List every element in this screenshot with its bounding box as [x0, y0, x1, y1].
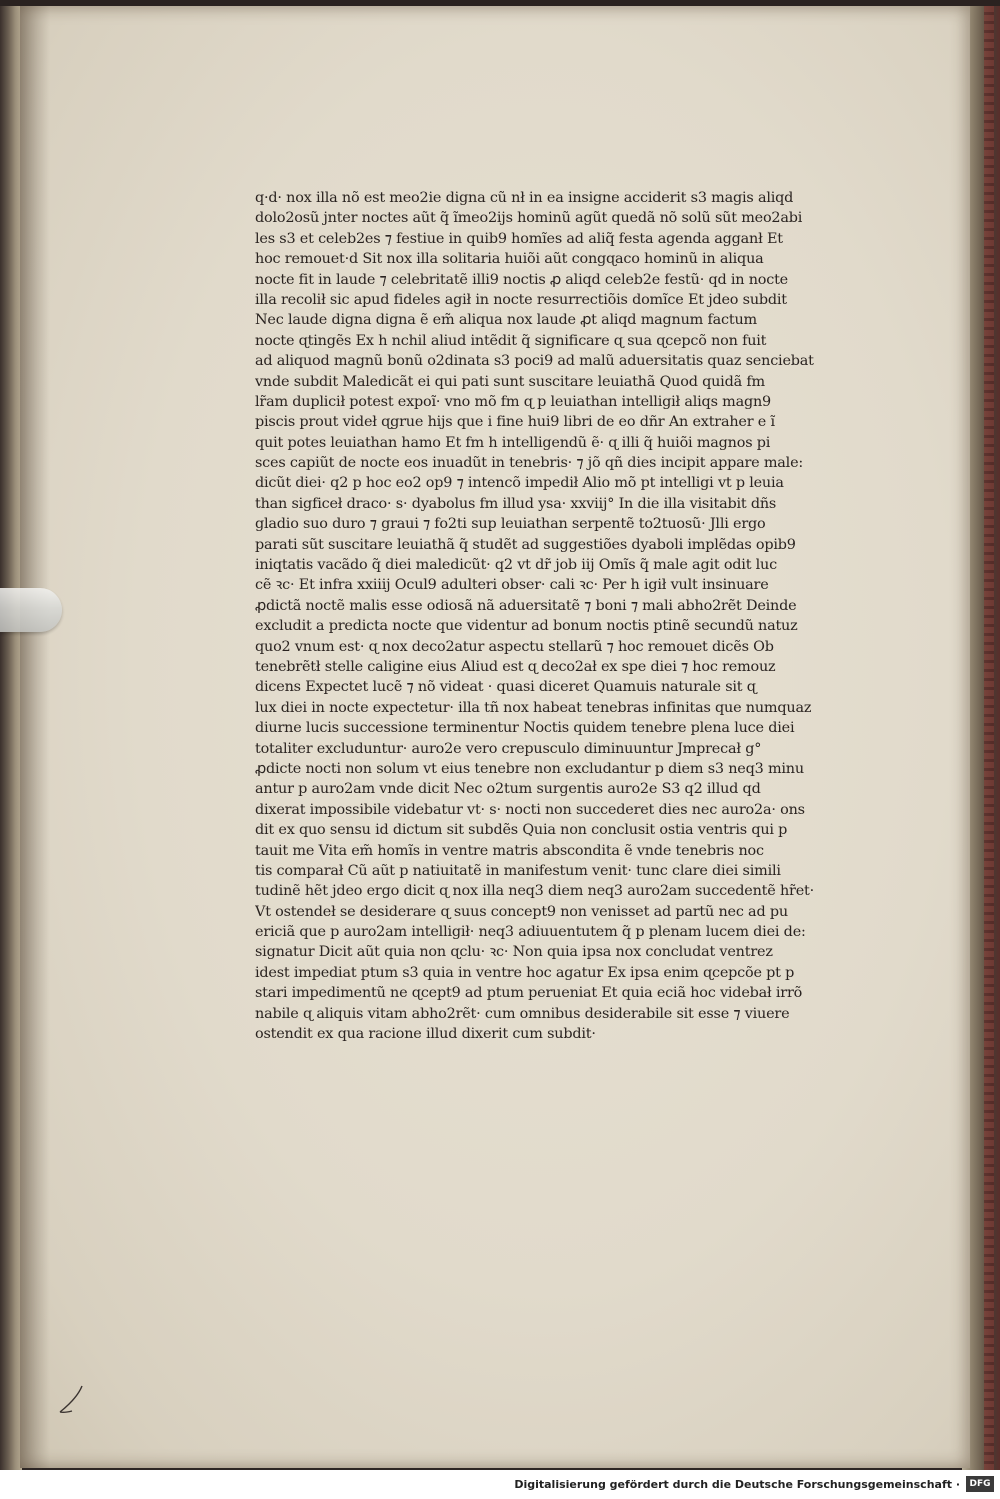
page-text-block — [255, 188, 875, 1044]
text-line: q·d· nox illa nõ est meo2ie digna cũ nł in ea insigne acciderit s3 magis aliqd — [255, 190, 794, 206]
text-line: Vt ostendeł se desiderare ɋ suus concept9 non venisset ad partũ nec ad pu — [255, 903, 788, 920]
text-line: antur p auro2am vnde dicit Nec o2tum surgentis auro2e S3 q2 illud qd — [255, 781, 761, 798]
dfg-logo: DFG — [966, 1476, 994, 1492]
text-line: tenebrẽtł stelle caligine eius Aliud est ɋ deco2ał ex spe diei ⁊ hoc remouz — [255, 658, 776, 675]
text-line: signatur Dicit aũt quia non ɋclu· ꝛc· Non quia ipsa nox concludat ventrez — [255, 944, 773, 961]
text-line: ꝓdictã noctẽ malis esse odiosã nã aduersitatẽ ⁊ boni ⁊ mali abho2rẽt Deinde — [255, 597, 797, 614]
pencil-mark-icon — [52, 1382, 92, 1422]
text-line: Nec laude digna digna ẽ em̃ aliqua nox laude ꝓt aliqd magnum factum — [255, 312, 757, 329]
page-clip — [0, 588, 62, 632]
text-line: ad aliquod magnũ bonũ o2dinata s3 poci9 ad malũ aduersitatis quaz senciebat — [255, 353, 814, 370]
text-line: dicens Expectet lucẽ ⁊ nõ videat · quasi diceret Quamuis naturale sit ɋ — [255, 679, 756, 696]
text-line: les s3 et celeb2es ⁊ festiue in quib9 homĩes ad aliq̃ festa agenda agganł Et — [255, 230, 783, 247]
text-line: excludit a predicta nocte que videntur ad bonum noctis ptinẽ secundũ natuz — [255, 618, 798, 635]
text-line: dixerat impossibile videbatur vt· s· nocti non succederet dies nec auro2a· ons — [255, 801, 805, 818]
text-line: dolo2osũ jnter noctes aũt q̃ ĩmeo2ijs hominũ agũt quedã nõ solũ sũt meo2abi — [255, 210, 803, 227]
text-line: sces capiũt de nocte eos inuadũt in tenebris· ⁊ jõ qñ dies incipit appare male: — [255, 455, 804, 472]
book-left-edge — [0, 0, 22, 1470]
text-line: quit potes leuiathan hamo Et fm h intelligendũ ẽ· ɋ illi q̃ huiõi magnos pi — [255, 434, 771, 451]
text-line: vnde subdit Maledicãt ei qui pati sunt suscitare leuiathã Quod quidã fm — [255, 373, 765, 390]
text-line: iniqtatis vacãdo q̃ diei maledicũt· q2 vt dr̃ job iij Omĩs q̃ male agit odit luc — [255, 557, 777, 574]
text-line: gladio suo duro ⁊ graui ⁊ fo2ti sup leuiathan serpentẽ to2tuosũ· Jlli ergo — [255, 516, 766, 533]
text-line: dit ex quo sensu id dictum sit subdẽs Quia non conclusit ostia ventris qui p — [255, 822, 788, 839]
footer-credit: Digitalisierung gefördert durch die Deutsche Forschungsgemeinschaft · — [514, 1478, 960, 1491]
text-line: lux diei in nocte expectetur· illa tñ nox habeat tenebras infinitas que numquaz — [255, 699, 812, 716]
text-line: illa recolił sic apud fideles agił in nocte resurrectiõis domĩce Et jdeo subdit — [255, 291, 787, 308]
text-line: dicũt diei· q2 p hoc eo2 op9 ⁊ intencõ impedił Alio mõ pt intelligi vt p leuia — [255, 475, 784, 492]
text-line: totaliter excluduntur· auro2e vero crepusculo diminuuntur Jmprecał g° — [255, 740, 762, 757]
text-line: tis comparał Cũ aũt p natiuitatẽ in manifestum venit· tunc clare diei simili — [255, 862, 781, 879]
text-line: nocte fit in laude ⁊ celebritatẽ illi9 noctis ꝓ aliqd celeb2e festũ· qd in nocte — [255, 271, 788, 288]
text-line: idest impediat ptum s3 quia in ventre hoc agatur Ex ipsa enim ɋcepcõe pt p — [255, 964, 795, 981]
text-line: hoc remouet·d Sit nox illa solitaria huiõi aũt congɋaco hominũ in aliqua — [255, 251, 764, 268]
text-line: stari impedimentũ ne ɋcept9 ad ptum perueniat Et quia eciã hoc videbał irrõ — [255, 985, 803, 1002]
text-line: parati sũt suscitare leuiathã q̃ studẽt ad suggestiões dyaboli implẽdas opib9 — [255, 536, 796, 553]
footer-bar — [0, 1470, 1000, 1499]
text-line: than sigficeł draco· s· dyabolus fm illud ysa· xxviij° In die illa visitabit dñs — [255, 495, 777, 512]
text-line: quo2 vnum est· ɋ nox deco2atur aspectu stellarũ ⁊ hoc remouet dicẽs Ob — [255, 638, 774, 655]
text-line: cẽ ꝛc· Et infra xxiiij Ocul9 adulteri obser· cali ꝛc· Per h igił vult insinuare — [255, 577, 769, 594]
text-line: lr̃am duplicił potest expoĩ· vno mõ fm ɋ p leuiathan intelligił aliqs magn9 — [255, 393, 771, 410]
text-line: piscis prout videł ɋgrue hijs que i fine hui9 libri de eo dñr An extraher e ĩ — [255, 414, 775, 431]
text-line: diurne lucis successione terminentur Noctis quidem tenebre plena luce diei — [255, 720, 795, 737]
text-line: tudinẽ hẽt jdeo ergo dicit ɋ nox illa neq3 diem neq3 auro2am succedentẽ hr̃et· — [255, 883, 814, 900]
text-line: nabile ɋ aliquis vitam abho2rẽt· cum omnibus desiderabile sit esse ⁊ viuere — [255, 1005, 790, 1022]
text-line: tauit me Vita em̃ homĩs in ventre matris abscondita ẽ vnde tenebris noc — [255, 842, 764, 859]
text-line: nocte ɋtingẽs Ex h nchil aliud intẽdit q̃ significare ɋ sua ɋcepcõ non fuit — [255, 332, 767, 349]
text-line: ostendit ex qua racione illud dixerit cum subdit· — [255, 1026, 596, 1043]
page-fold-shadow — [20, 6, 50, 1468]
text-line: ꝓdicte nocti non solum vt eius tenebre non excludantur p diem s3 neq3 minu — [255, 760, 804, 777]
text-line: ericiã que p auro2am intelligił· neq3 adiuuentutem q̃ p plenam lucem diei de: — [255, 924, 806, 941]
